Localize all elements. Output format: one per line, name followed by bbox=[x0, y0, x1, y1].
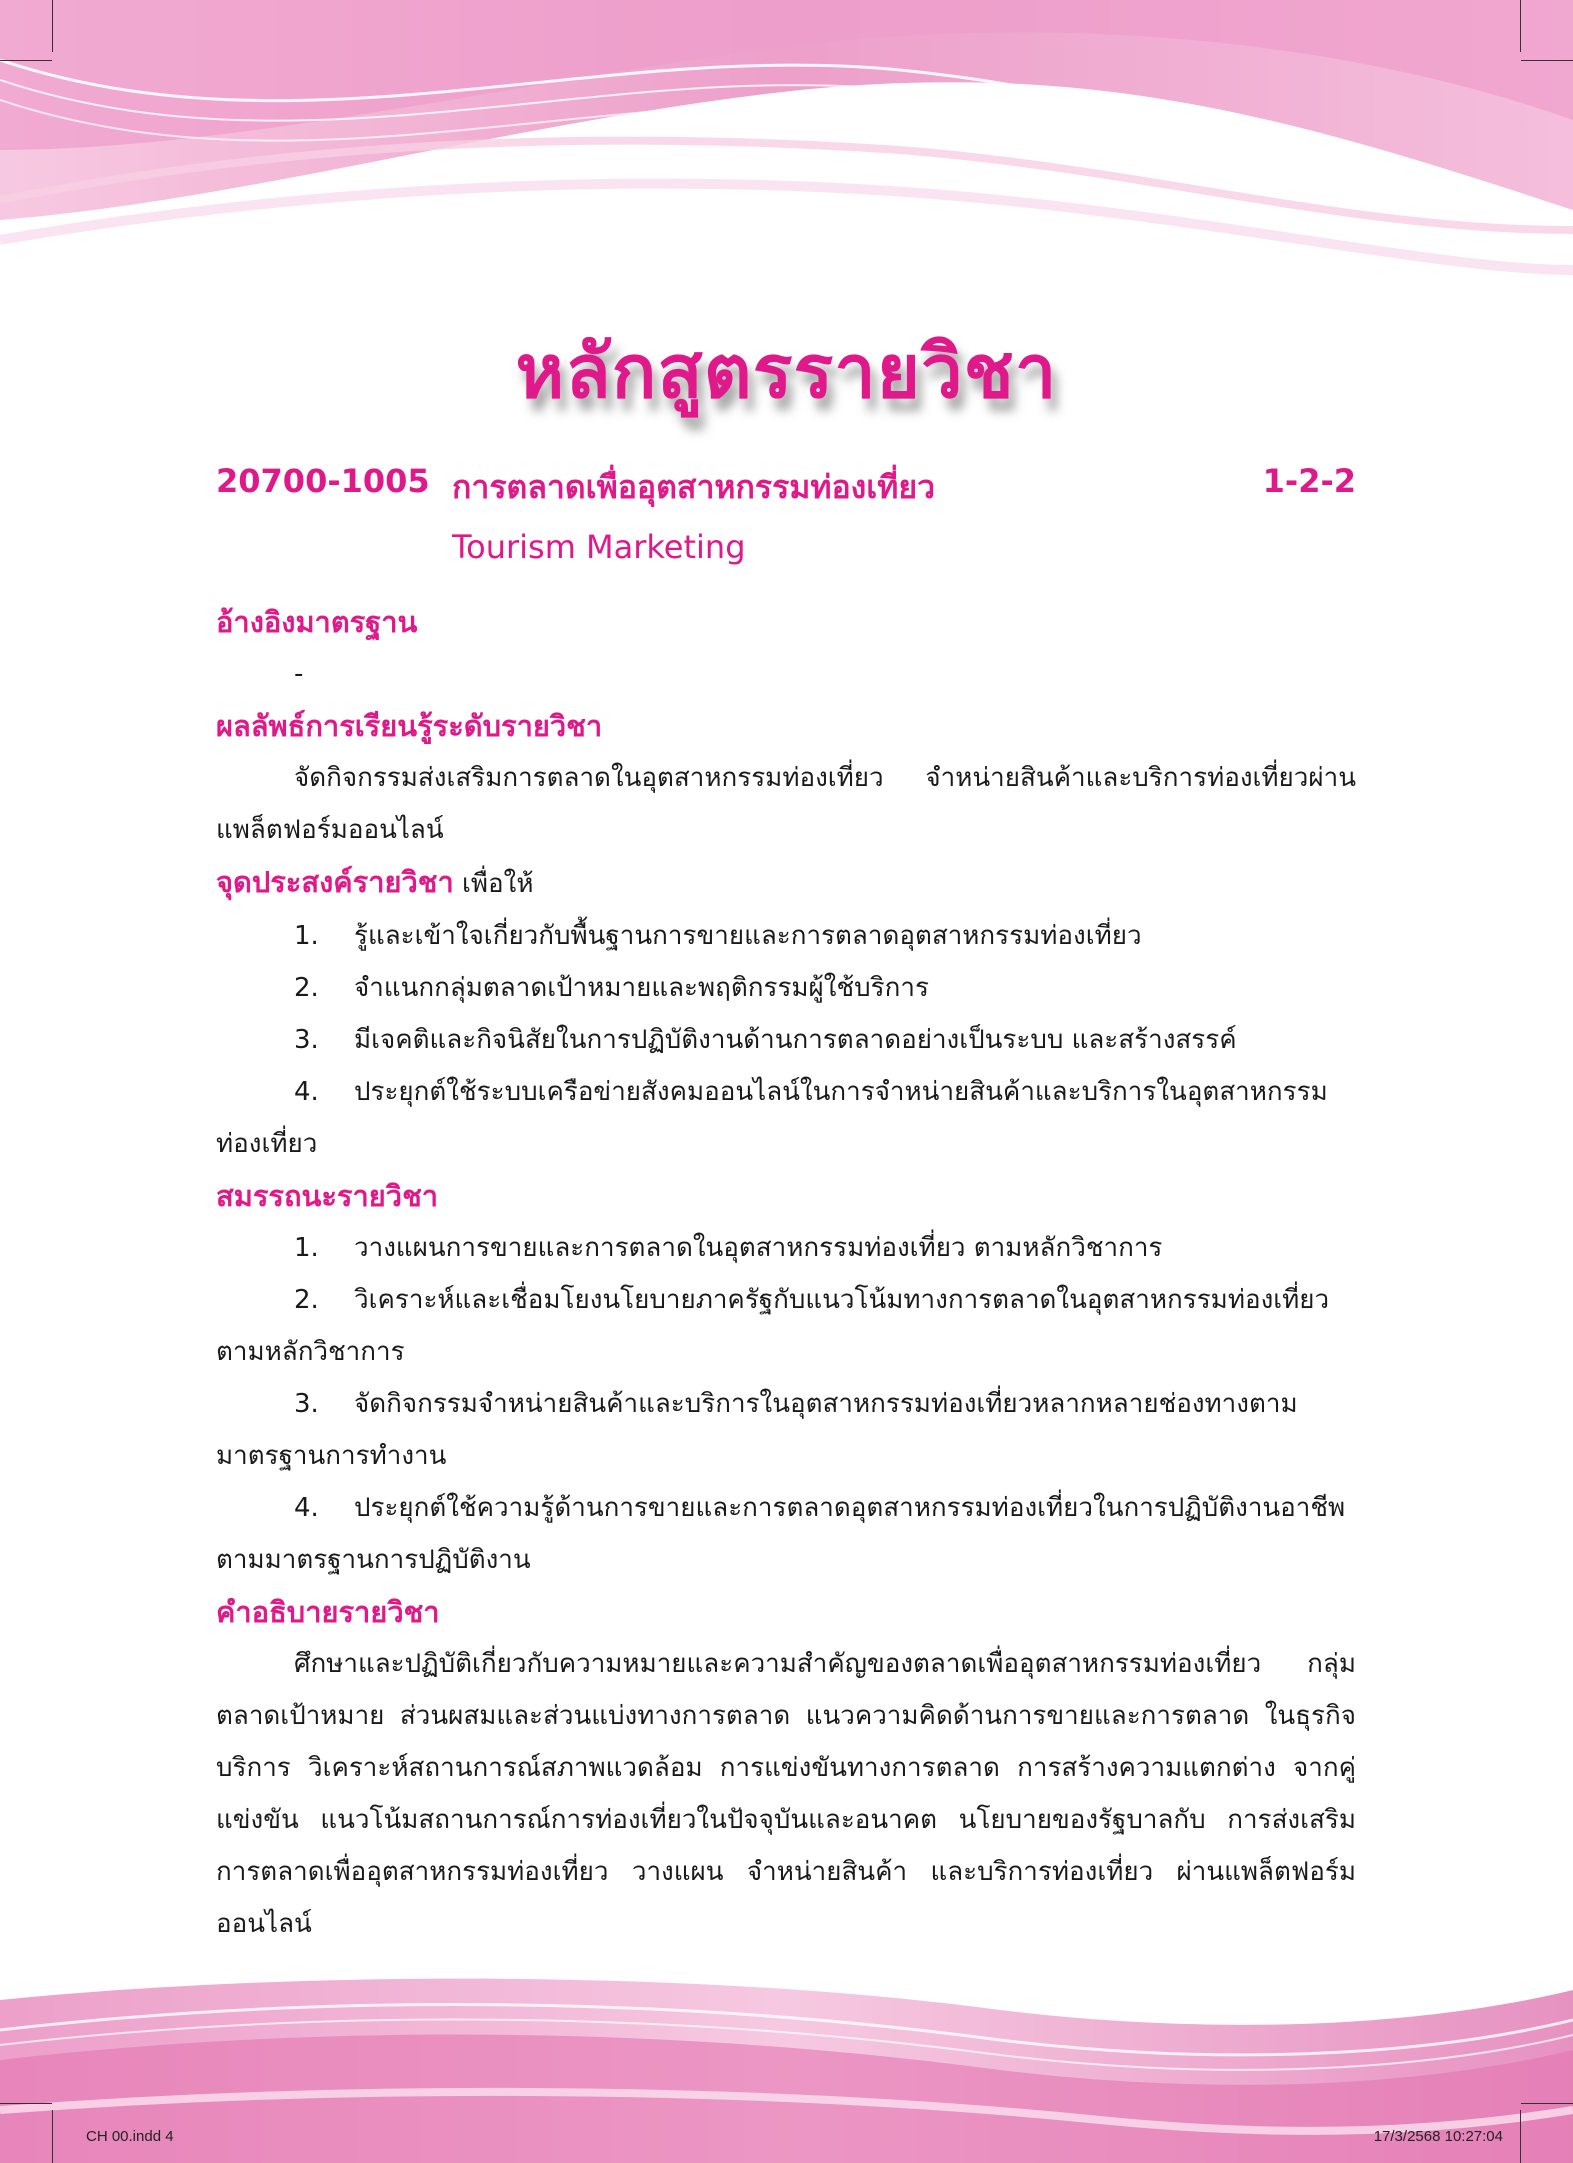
crop-mark bbox=[1521, 60, 1573, 61]
list-item bbox=[216, 910, 1356, 962]
objectives-heading: จุดประสงค์รายวิชา bbox=[216, 865, 454, 899]
course-code: 20700-1005 bbox=[216, 462, 430, 500]
list-item-number: 3. bbox=[294, 1389, 319, 1419]
list-item bbox=[216, 962, 1356, 1014]
list-item-number: 1. bbox=[294, 1233, 319, 1263]
course-name-thai: การตลาดเพื่ออุตสาหกรรมท่องเที่ยว bbox=[452, 468, 936, 506]
crop-mark bbox=[52, 0, 53, 52]
course-name-english: Tourism Marketing bbox=[452, 528, 746, 566]
crop-mark bbox=[1520, 0, 1521, 52]
course-content bbox=[216, 596, 1356, 1950]
crop-mark bbox=[1520, 2110, 1521, 2163]
standard-ref-heading: อ้างอิงมาตรฐาน bbox=[216, 605, 418, 639]
print-slug-timestamp: 17/3/2568 10:27:04 bbox=[1373, 2128, 1503, 2145]
list-item-text: จำแนกกลุ่มตลาดเป้าหมายและพฤติกรรมผู้ใช้บริการ bbox=[354, 973, 929, 1003]
list-item-text: รู้และเข้าใจเกี่ยวกับพื้นฐานการขายและการตลาดอุตสาหกรรมท่องเที่ยว bbox=[354, 921, 1142, 951]
list-item-text: วิเคราะห์และเชื่อมโยงนโยบายภาครัฐกับแนวโน้มทางการตลาดในอุตสาหกรรมท่องเที่ยวตามหลักวิชาการ bbox=[216, 1285, 1330, 1367]
course-header bbox=[216, 462, 1356, 512]
list-item-text: จัดกิจกรรมจำหน่ายสินค้าและบริการในอุตสาหกรรมท่องเที่ยวหลากหลายช่องทางตามมาตรฐานการทำงาน bbox=[216, 1389, 1298, 1471]
objectives-heading-suffix: เพื่อให้ bbox=[462, 869, 534, 899]
list-item-number: 4. bbox=[294, 1493, 319, 1523]
list-item bbox=[216, 1066, 1356, 1170]
list-item-text: มีเจคติและกิจนิสัยในการปฏิบัติงานด้านการตลาดอย่างเป็นระบบ และสร้างสรรค์ bbox=[354, 1025, 1237, 1055]
description-heading: คำอธิบายรายวิชา bbox=[216, 1595, 440, 1629]
bottom-wave-decoration bbox=[0, 1960, 1573, 2163]
page-title: หลักสูตรรายวิชา bbox=[515, 329, 1058, 415]
list-item-number: 2. bbox=[294, 973, 319, 1003]
list-item bbox=[216, 1014, 1356, 1066]
list-item bbox=[216, 1274, 1356, 1378]
top-wave-decoration bbox=[0, 0, 1573, 300]
list-item bbox=[216, 1222, 1356, 1274]
print-slug-file: CH 00.indd 4 bbox=[86, 2128, 174, 2145]
standard-ref-value: - bbox=[294, 659, 304, 689]
list-item-number: 2. bbox=[294, 1285, 319, 1315]
list-item-text: วางแผนการขายและการตลาดในอุตสาหกรรมท่องเที่ยว ตามหลักวิชาการ bbox=[354, 1233, 1163, 1263]
course-credits: 1-2-2 bbox=[1262, 462, 1356, 500]
learning-outcome-heading: ผลลัพธ์การเรียนรู้ระดับรายวิชา bbox=[216, 709, 603, 743]
crop-mark bbox=[0, 60, 52, 61]
list-item-number: 1. bbox=[294, 921, 319, 951]
description-text: ศึกษาและปฏิบัติเกี่ยวกับความหมายและความสำคัญของตลาดเพื่ออุตสาหกรรมท่องเที่ยว กลุ่มตลาดเป้าหมาย ส่วนผสมและส่วนแบ่งทางการตลาด แนวความคิดด้านการขายและการตลาด ในธุรกิจบริการ วิเคราะห์สถานการณ์สภาพแวดล้อม การแข่งขันทางการตลาด การสร้างความแตกต่าง จากคู่แข่งขัน แนวโน้มสถานการณ์การท่องเที่ยวในปัจจุบันและอนาคต นโยบายของรัฐบาลกับ การส่งเสริมการตลาดเพื่ออุตสาหกรรมท่องเที่ยว วางแผน จำหน่ายสินค้า และบริการท่องเที่ยว ผ่านแพล็ตฟอร์มออนไลน์ bbox=[216, 1649, 1356, 1939]
list-item bbox=[216, 1378, 1356, 1482]
learning-outcome-text: จัดกิจกรรมส่งเสริมการตลาดในอุตสาหกรรมท่องเที่ยว จำหน่ายสินค้าและบริการท่องเที่ยวผ่านแพล็ตฟอร์มออนไลน์ bbox=[216, 763, 1356, 845]
objectives-list bbox=[216, 910, 1356, 1170]
list-item-number: 4. bbox=[294, 1077, 319, 1107]
crop-mark bbox=[1521, 2103, 1573, 2104]
list-item-text: ประยุกต์ใช้ความรู้ด้านการขายและการตลาดอุตสาหกรรมท่องเที่ยวในการปฏิบัติงานอาชีพ ตามมาตรฐานการปฏิบัติงาน bbox=[216, 1493, 1346, 1575]
crop-mark bbox=[52, 2110, 53, 2163]
list-item-text: ประยุกต์ใช้ระบบเครือข่ายสังคมออนไลน์ในการจำหน่ายสินค้าและบริการในอุตสาหกรรมท่องเที่ยว bbox=[216, 1077, 1328, 1159]
crop-mark bbox=[0, 2103, 52, 2104]
objectives-heading-row bbox=[216, 856, 1356, 910]
competencies-list bbox=[216, 1222, 1356, 1586]
list-item bbox=[216, 1482, 1356, 1586]
competencies-heading: สมรรถนะรายวิชา bbox=[216, 1179, 439, 1213]
list-item-number: 3. bbox=[294, 1025, 319, 1055]
